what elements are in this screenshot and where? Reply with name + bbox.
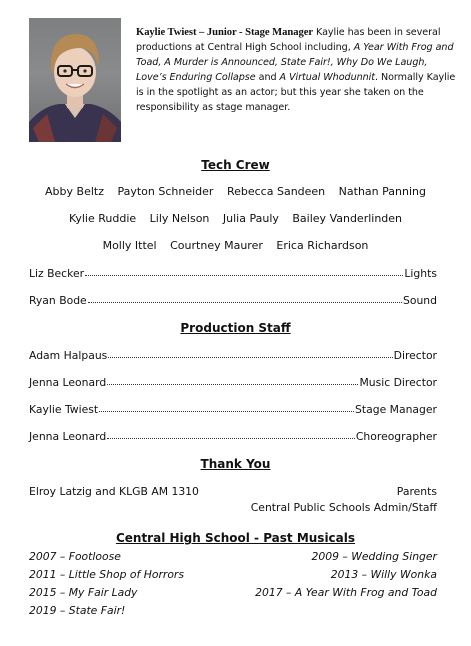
role-title: Music Director — [359, 376, 437, 389]
role-line-choreographer — [29, 429, 437, 444]
bio-paragraph — [136, 25, 460, 115]
crew-name: Courtney Maurer — [170, 239, 263, 252]
production-staff-heading: Production Staff — [180, 321, 291, 335]
role-line-lights — [29, 266, 437, 281]
crew-name: Rebecca Sandeen — [226, 185, 326, 198]
role-title: Director — [393, 349, 437, 362]
past-musical-right: 2009 – Wedding Singer — [311, 550, 437, 563]
crew-name: Abby Beltz — [45, 185, 104, 198]
bio-text-1: Kaylie has been in several productions at Central High School including, — [136, 27, 441, 53]
crew-name: Nathan Panning — [338, 185, 426, 198]
role-person: Adam Halpaus — [29, 349, 108, 362]
role-line-sound — [29, 293, 437, 308]
tech-crew-row-1 — [0, 184, 471, 199]
tech-crew-row-3 — [0, 238, 471, 253]
crew-name: Molly Ittel — [102, 239, 157, 252]
past-musical-right: 2017 – A Year With Frog and Toad — [255, 586, 437, 599]
role-title: Choreographer — [355, 430, 437, 443]
role-person: Ryan Bode — [29, 294, 87, 307]
thank-you-left: Elroy Latzig and KLGB AM 1310 — [29, 485, 199, 498]
crew-name: Julia Pauly — [222, 212, 279, 225]
role-line-stage-manager — [29, 402, 437, 417]
role-title: Sound — [403, 294, 437, 307]
role-person: Liz Becker — [29, 267, 85, 280]
role-title: Stage Manager — [355, 403, 437, 416]
role-line-music-director — [29, 375, 437, 390]
dot-leader — [85, 265, 403, 276]
crew-name: Erica Richardson — [276, 239, 369, 252]
past-musical-left: 2007 – Footloose — [29, 550, 121, 563]
past-musical-left: 2015 – My Fair Lady — [29, 586, 138, 599]
dot-leader — [107, 374, 358, 385]
thank-you-heading: Thank You — [200, 457, 271, 471]
crew-name: Kylie Ruddie — [68, 212, 137, 225]
past-musical-left: 2011 – Little Shop of Horrors — [29, 568, 184, 581]
past-musicals-heading: Central High School - Past Musicals — [115, 531, 356, 545]
headshot-photo — [29, 18, 121, 142]
past-musical-right: 2013 – Willy Wonka — [330, 568, 437, 581]
dot-leader — [108, 347, 392, 358]
tech-crew-row-2 — [0, 211, 471, 226]
crew-name: Lily Nelson — [149, 212, 210, 225]
dot-leader — [88, 292, 402, 303]
role-title: Lights — [404, 267, 437, 280]
role-person: Jenna Leonard — [29, 376, 107, 389]
role-line-director — [29, 348, 437, 363]
thank-you-right-1: Parents — [396, 485, 437, 498]
bio-name-title: Kaylie Twiest – Junior - Stage Manager — [136, 27, 314, 38]
role-person: Jenna Leonard — [29, 430, 107, 443]
role-person: Kaylie Twiest — [29, 403, 99, 416]
dot-leader — [99, 401, 354, 412]
past-musical-left: 2019 – State Fair! — [29, 604, 126, 617]
bio-shows: A Year With Frog and Toad, A Murder is Announced, State Fair!, Why Do We Laugh, Love’s Enduring Collapse — [136, 42, 454, 83]
bio-text-3: . Normally Kaylie is in the spotlight as an actor; but this year she taken on the responsibility as stage manager. — [136, 72, 456, 113]
thank-you-right-2: Central Public Schools Admin/Staff — [250, 501, 437, 514]
dot-leader — [107, 428, 355, 439]
crew-name: Payton Schneider — [117, 185, 214, 198]
bio-show-last: A Virtual Whodunnit — [279, 72, 375, 83]
bio-text-2: and — [255, 72, 280, 83]
tech-crew-heading: Tech Crew — [201, 158, 270, 172]
crew-name: Bailey Vanderlinden — [292, 212, 403, 225]
